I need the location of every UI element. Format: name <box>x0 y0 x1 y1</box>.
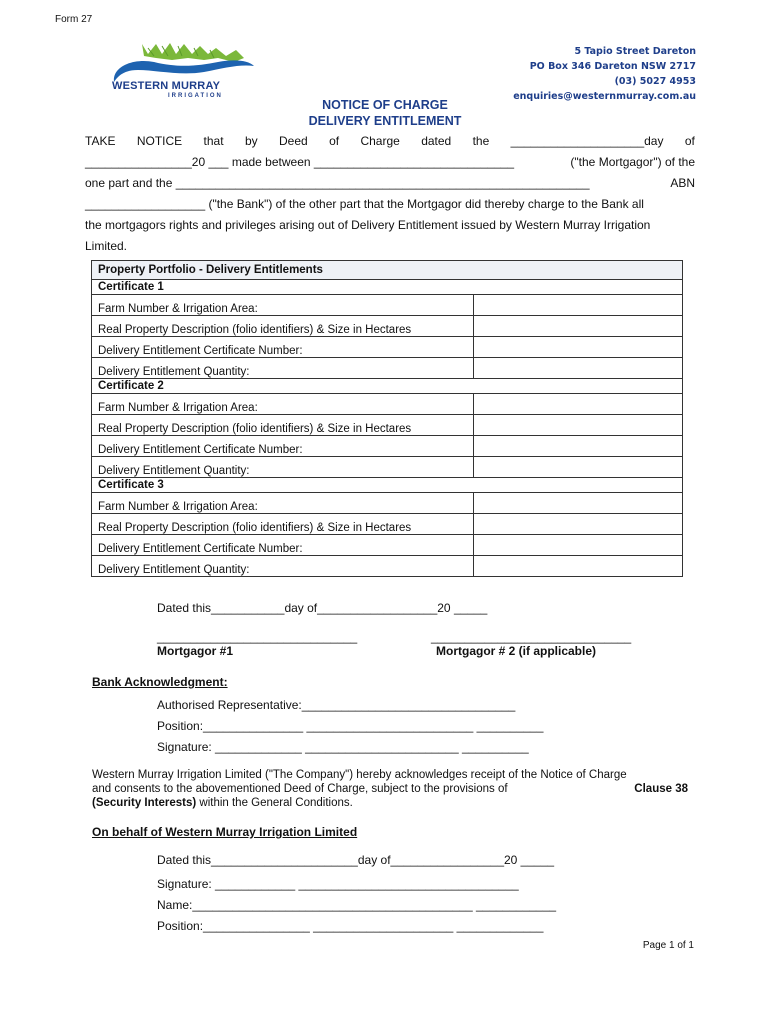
cert2-realprop-field[interactable] <box>474 415 683 436</box>
cert2-certno-field[interactable] <box>474 436 683 457</box>
dated-line[interactable]: Dated this___________day of__________________20 _____ <box>157 601 488 615</box>
certno-label: Delivery Entitlement Certificate Number: <box>92 337 474 358</box>
qty-label: Delivery Entitlement Quantity: <box>92 358 474 379</box>
behalf-name-field[interactable]: Name:__________________________________________ ____________ <box>157 898 557 912</box>
realprop-label: Real Property Description (folio identifiers) & Size in Hectares <box>92 316 474 337</box>
page-number: Page 1 of 1 <box>642 940 694 951</box>
cert1-farm-field[interactable] <box>474 295 683 316</box>
portfolio-table <box>91 260 683 577</box>
notice-line-2: ________________20 ___ made between ______________________________ ("the Mortgagor") of the <box>85 155 695 169</box>
bank-signature-field[interactable]: Signature: _____________ _______________________ __________ <box>157 740 529 754</box>
company-address <box>513 44 696 104</box>
title-line2: DELIVERY ENTITLEMENT <box>308 114 462 128</box>
cert3-farm-field[interactable] <box>474 493 683 514</box>
cert3-realprop-field[interactable] <box>474 514 683 535</box>
bank-ack-heading: Bank Acknowledgment: <box>92 675 228 689</box>
farm-label: Farm Number & Irrigation Area: <box>92 493 474 514</box>
farm-label: Farm Number & Irrigation Area: <box>92 394 474 415</box>
behalf-heading: On behalf of Western Murray Irrigation Limited <box>92 825 358 839</box>
certificate-3-heading: Certificate 3 <box>92 478 683 493</box>
farm-label: Farm Number & Irrigation Area: <box>92 295 474 316</box>
cert1-certno-field[interactable] <box>474 337 683 358</box>
cert1-qty-field[interactable] <box>474 358 683 379</box>
company-ack-paragraph: Western Murray Irrigation Limited ("The Company") hereby acknowledges receipt of the Notice of Charge and consents to the abovementioned Deed of Charge, subject to the provisions of Clause 38 (Security Interests) within the General Conditions. <box>92 769 688 809</box>
notice-line-4: __________________ ("the Bank") of the other part that the Mortgagor did thereby charge to the Bank all <box>85 197 644 211</box>
cert3-qty-field[interactable] <box>474 556 683 577</box>
address-street: 5 Tapio Street Dareton <box>574 46 696 57</box>
cert2-qty-field[interactable] <box>474 457 683 478</box>
mortgagor2-signature-line[interactable]: ______________________________ <box>431 630 632 644</box>
form-label: Form 27 <box>55 14 93 25</box>
certificate-1-heading: Certificate 1 <box>92 280 683 295</box>
notice-line-6: Limited. <box>85 239 128 253</box>
behalf-position-field[interactable]: Position:________________ _____________________ _____________ <box>157 919 544 933</box>
bank-position-field[interactable]: Position:_______________ _________________________ __________ <box>157 719 544 733</box>
certno-label: Delivery Entitlement Certificate Number: <box>92 535 474 556</box>
bank-rep-field[interactable]: Authorised Representative:________________________________ <box>157 698 516 712</box>
realprop-label: Real Property Description (folio identifiers) & Size in Hectares <box>92 514 474 535</box>
address-email: enquiries@westernmurray.com.au <box>513 91 696 102</box>
certno-label: Delivery Entitlement Certificate Number: <box>92 436 474 457</box>
portfolio-header: Property Portfolio - Delivery Entitlements <box>92 261 683 280</box>
address-po-box: PO Box 346 Dareton NSW 2717 <box>529 61 696 72</box>
logo-name: WESTERN MURRAY <box>112 80 221 92</box>
address-phone: (03) 5027 4953 <box>614 76 696 87</box>
certificate-2-heading: Certificate 2 <box>92 379 683 394</box>
notice-line-5: the mortgagors rights and privileges arising out of Delivery Entitlement issued by Western Murray Irrigation <box>85 218 651 232</box>
behalf-signature-field[interactable]: Signature: ____________ _________________________________ <box>157 877 519 891</box>
mortgagor2-label: Mortgagor # 2 (if applicable) <box>436 644 597 658</box>
qty-label: Delivery Entitlement Quantity: <box>92 457 474 478</box>
logo-sub: IRRIGATION <box>168 93 223 99</box>
qty-label: Delivery Entitlement Quantity: <box>92 556 474 577</box>
company-logo <box>108 40 258 104</box>
notice-line-3: one part and the ______________________________________________________________ ABN <box>85 176 695 190</box>
title-line1: NOTICE OF CHARGE <box>322 98 448 112</box>
behalf-dated-field[interactable]: Dated this______________________day of_________________20 _____ <box>157 853 555 867</box>
mortgagor1-signature-line[interactable]: ______________________________ <box>157 630 358 644</box>
cert2-farm-field[interactable] <box>474 394 683 415</box>
cert3-certno-field[interactable] <box>474 535 683 556</box>
notice-line-1: TAKE NOTICE that by Deed of Charge dated the ____________________day of <box>85 134 695 148</box>
cert1-realprop-field[interactable] <box>474 316 683 337</box>
realprop-label: Real Property Description (folio identifiers) & Size in Hectares <box>92 415 474 436</box>
mortgagor1-label: Mortgagor #1 <box>157 644 234 658</box>
